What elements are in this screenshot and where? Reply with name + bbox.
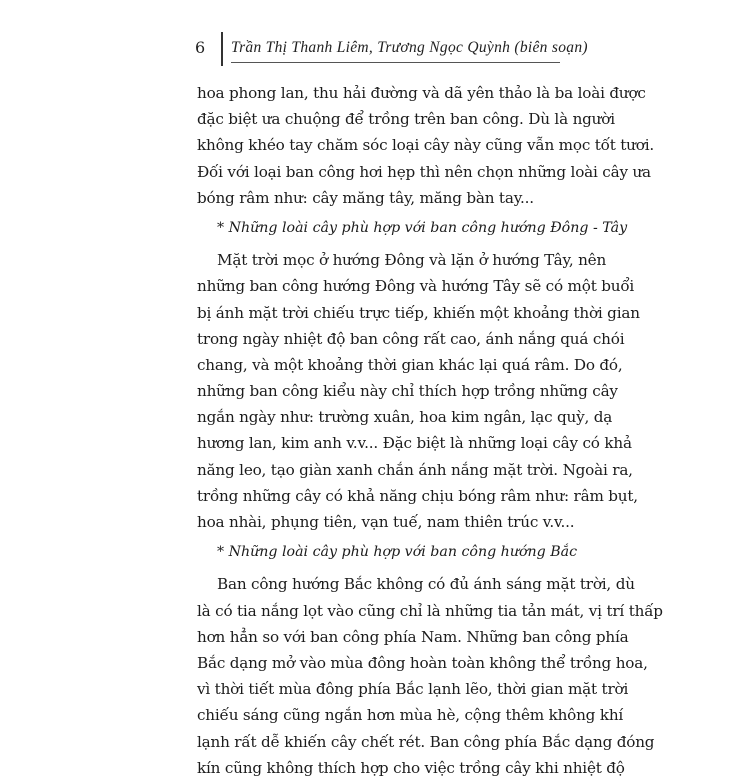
text-line: bóng râm như: cây măng tây, măng bàn tay... <box>197 188 534 207</box>
text-line: trồng những cây có khả năng chịu bóng râm như: râm bụt, <box>197 486 638 505</box>
text-line: Bắc dạng mở vào mùa đông hoàn toàn không thể trồng hoa, <box>197 653 648 672</box>
text-line: những ban công hướng Đông và hướng Tây sẽ có một buổi <box>197 277 635 296</box>
text-line: năng leo, tạo giàn xanh chắn ánh nắng mặt trời. Ngoài ra, <box>197 460 633 479</box>
text-line: đặc biệt ưa chuộng để trồng trên ban công. Dù là người <box>197 110 615 129</box>
header-vertical-rule <box>221 32 223 66</box>
text-line: hoa nhài, phụng tiên, vạn tuế, nam thiên trúc v.v... <box>197 513 575 531</box>
text-line: Ban công hướng Bắc không có đủ ánh sáng mặt trời, dù <box>217 575 635 594</box>
text-line: không khéo tay chăm sóc loại cây này cũng vẫn mọc tốt tươi. <box>197 136 654 155</box>
running-title: Trần Thị Thanh Liêm, Trương Ngọc Quỳnh (biên soạn) <box>231 39 588 56</box>
paragraph-3 <box>197 571 663 781</box>
paragraph-1 <box>197 80 654 211</box>
text-line: lạnh rất dễ khiến cây chết rét. Ban công phía Bắc dạng đóng <box>197 732 655 751</box>
text-line: hoa phong lan, thu hải đường và dã yên thảo là ba loài được <box>197 84 646 102</box>
text-line: chiếu sáng cũng ngắn hơn mùa hè, cộng thêm không khí <box>197 706 624 725</box>
paragraph-2 <box>197 247 640 535</box>
page-header <box>195 32 588 66</box>
text-line: bị ánh mặt trời chiếu trực tiếp, khiến một khoảng thời gian <box>197 303 640 322</box>
text-line: trong ngày nhiệt độ ban công rất cao, ánh nắng quá chói <box>197 329 625 348</box>
page-body <box>197 80 663 781</box>
text-line: hơn hẳn so với ban công phía Nam. Những ban công phía <box>197 627 629 646</box>
text-line: hương lan, kim anh v.v... Đặc biệt là những loại cây có khả <box>197 434 632 453</box>
text-line: chang, và một khoảng thời gian khác lại quá râm. Do đó, <box>197 355 623 374</box>
text-line: là có tia nắng lọt vào cũng chỉ là những tia tản mát, vị trí thấp <box>197 601 663 620</box>
text-line: kín cũng không thích hợp cho việc trồng cây khi nhiệt độ <box>197 758 625 777</box>
text-line: Mặt trời mọc ở hướng Đông và lặn ở hướng Tây, nên <box>217 251 607 270</box>
text-line: những ban công kiểu này chỉ thích hợp trồng những cây <box>197 382 618 401</box>
subheading-east-west: * Những loài cây phù hợp với ban công hướng Đông - Tây <box>217 219 628 236</box>
text-line: vì thời tiết mùa đông phía Bắc lạnh lẽo, thời gian mặt trời <box>197 680 629 699</box>
text-line: ngắn ngày như: trường xuân, hoa kim ngân, lạc quỳ, dạ <box>197 408 613 427</box>
subheading-north: * Những loài cây phù hợp với ban công hướng Bắc <box>217 544 578 561</box>
text-line: Đối với loại ban công hơi hẹp thì nên chọn những loài cây ưa <box>197 162 651 181</box>
header-underline <box>231 62 560 63</box>
page-number: 6 <box>195 38 206 57</box>
